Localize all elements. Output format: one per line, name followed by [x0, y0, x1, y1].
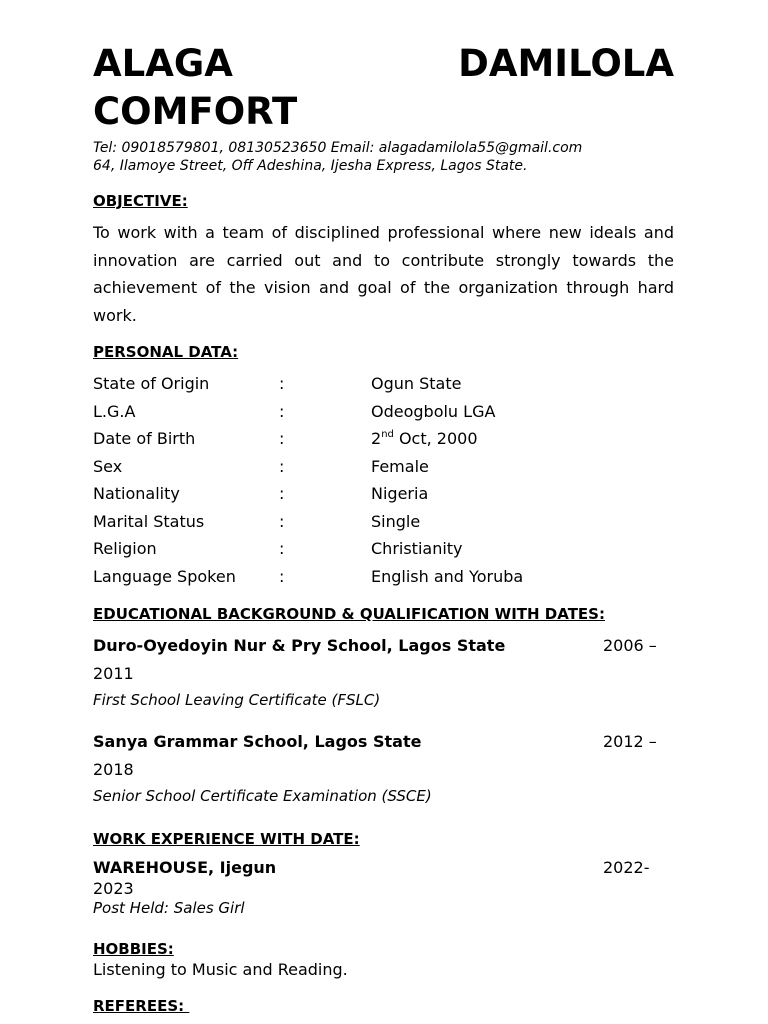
contact-line: Tel: 09018579801, 08130523650 Email: alagadamilola55@gmail.com [93, 140, 583, 156]
personal-data-heading: PERSONAL DATA: [93, 343, 239, 361]
row-value: Female [371, 457, 429, 476]
row-separator: : [279, 512, 285, 531]
row-label: Language Spoken [93, 567, 236, 586]
school-start-year: 2006 – [603, 636, 657, 655]
qualification: First School Leaving Certificate (FSLC) [93, 691, 381, 709]
school-end-year: 2018 [93, 760, 134, 779]
hobbies-text: Listening to Music and Reading. [93, 960, 348, 979]
row-value: Single [371, 512, 421, 531]
row-separator: : [279, 402, 285, 421]
dob-ordinal: nd [381, 429, 394, 440]
work-start-year: 2022- [603, 858, 650, 877]
row-value: Christianity [371, 539, 463, 558]
qualification: Senior School Certificate Examination (SSCE) [93, 787, 432, 805]
row-value: English and Yoruba [371, 567, 524, 586]
dob-rest: Oct, 2000 [393, 429, 478, 448]
row-separator: : [279, 374, 285, 393]
row-separator: : [279, 567, 285, 586]
hobbies-heading: HOBBIES: [93, 940, 174, 958]
row-label: Date of Birth [93, 429, 196, 448]
row-value: Odeogbolu LGA [371, 402, 496, 421]
row-label: Religion [93, 539, 157, 558]
row-label: State of Origin [93, 374, 210, 393]
work-end-year: 2023 [93, 879, 134, 898]
name-first: ALAGA [93, 42, 233, 85]
row-value [371, 429, 478, 448]
row-value: Nigeria [371, 484, 429, 503]
row-value: Ogun State [371, 374, 462, 393]
row-separator: : [279, 457, 285, 476]
education-heading: EDUCATIONAL BACKGROUND & QUALIFICATION WITH DATES: [93, 605, 605, 623]
row-separator: : [279, 484, 285, 503]
address-line: 64, Ilamoye Street, Off Adeshina, Ijesha Express, Lagos State. [93, 158, 528, 174]
school-end-year: 2011 [93, 664, 134, 683]
row-label: Sex [93, 457, 123, 476]
school-name: Duro-Oyedoyin Nur & Pry School, Lagos State [93, 636, 506, 655]
employer-name: WAREHOUSE, Ijegun [93, 858, 277, 877]
row-label: Nationality [93, 484, 180, 503]
work-heading: WORK EXPERIENCE WITH DATE: [93, 830, 360, 848]
referees-heading: REFEREES: [93, 997, 190, 1015]
school-start-year: 2012 – [603, 732, 657, 751]
name-second: DAMILOLA [458, 42, 674, 85]
post-held: Post Held: Sales Girl [93, 899, 245, 917]
dob-day: 2 [371, 429, 382, 448]
objective-heading: OBJECTIVE: [93, 192, 188, 210]
row-label: L.G.A [93, 402, 136, 421]
objective-text: To work with a team of disciplined professional where new ideals and innovation are carried out and to contribute strongly towards the achievement of the vision and goal of the organization through hard work. [93, 223, 674, 325]
school-name: Sanya Grammar School, Lagos State [93, 732, 422, 751]
row-label: Marital Status [93, 512, 205, 531]
name-third: COMFORT [93, 90, 298, 133]
row-separator: : [279, 429, 285, 448]
row-separator: : [279, 539, 285, 558]
